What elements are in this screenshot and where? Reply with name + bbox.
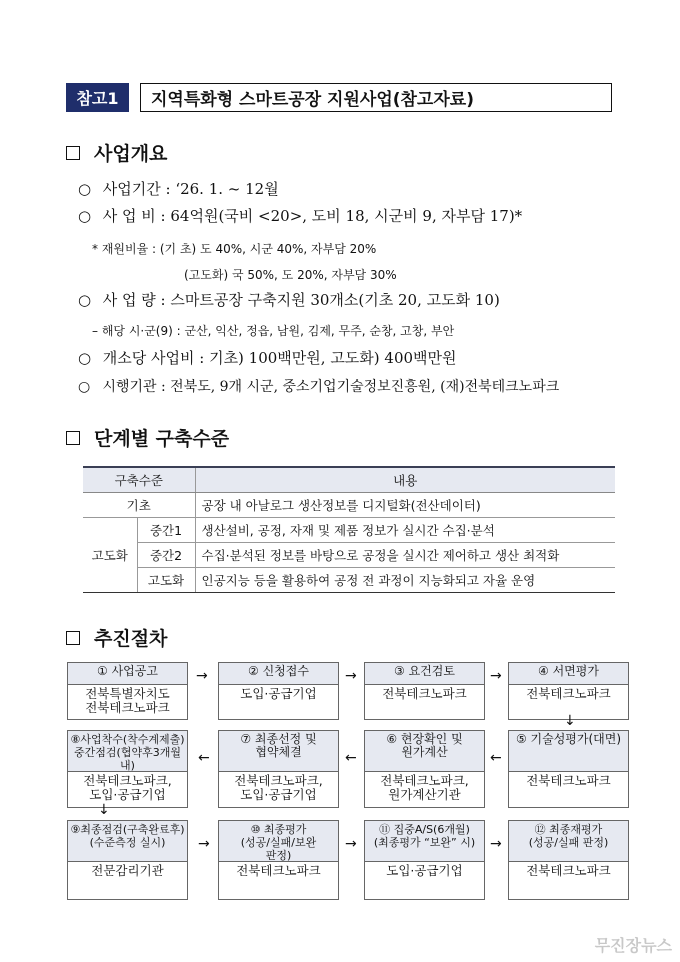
step-box — [67, 730, 188, 808]
bullet-per-site: ○ 개소당 사업비 : 기초) 100백만원, 고도화) 400백만원 — [78, 349, 457, 367]
step-title: ⑫ 최종재평가 (성공/실패 판정) — [509, 821, 628, 862]
level-label: 중간2 — [137, 543, 195, 568]
checkbox-square-icon — [66, 431, 80, 445]
table-row — [83, 493, 615, 518]
arrow-right-icon: → — [490, 668, 502, 684]
section-overview — [66, 139, 167, 166]
checkbox-square-icon — [66, 146, 80, 160]
level-label: 기초 — [83, 493, 195, 518]
step-title: ⑥ 현장확인 및 원가계산 — [365, 731, 484, 772]
section-levels — [66, 424, 229, 451]
step-title: ⑪ 집중A/S(6개월) (최종평가 “보완” 시) — [365, 821, 484, 862]
step-box — [218, 662, 339, 720]
advanced-group-label: 고도화 — [83, 518, 137, 593]
step-box — [364, 820, 485, 900]
level-table — [83, 466, 615, 593]
step-box — [508, 730, 629, 808]
arrow-left-icon: ← — [490, 750, 502, 766]
level-label: 중간1 — [137, 518, 195, 543]
reference-badge: 참고1 — [66, 83, 129, 112]
level-desc: 인공지능 등을 활용하여 공정 전 과정이 지능화되고 자율 운영 — [195, 568, 615, 593]
step-title: ② 신청접수 — [219, 663, 338, 685]
step-box — [67, 662, 188, 720]
table-header-row — [83, 467, 615, 493]
table-row — [83, 543, 615, 568]
step-body: 전문감리기관 — [91, 863, 164, 878]
step-box — [508, 662, 629, 720]
step-title: ⑦ 최종선정 및 협약체결 — [219, 731, 338, 772]
section-title: 단계별 구축수준 — [94, 428, 230, 450]
table-header: 내용 — [195, 467, 615, 493]
step-body: 전북테크노파크, 원가계산기관 — [380, 773, 469, 802]
step-title: ⑧사업착수(착수계제출) 중간점검(협약후3개월내) — [68, 731, 187, 772]
bullet-period: ○ 사업기간 : ‘26. 1. ~ 12월 — [78, 180, 279, 198]
volume-text: 사 업 량 : 스마트공장 구축지원 30개소(기초 20, 고도화 10) — [102, 291, 500, 309]
arrow-right-icon: → — [198, 836, 210, 852]
step-body: 전북특별자치도 전북테크노파크 — [85, 686, 170, 715]
arrow-left-icon: ← — [198, 750, 210, 766]
bullet-budget: ○ 사 업 비 : 64억원(국비 <20>, 도비 18, 시군비 9, 자부담 17)* — [78, 207, 523, 225]
page-title — [140, 83, 612, 112]
step-body: 전북테크노파크, 도입·공급기업 — [83, 773, 172, 802]
step-box — [218, 730, 339, 808]
section-process — [66, 624, 167, 651]
arrow-down-icon: ↓ — [564, 713, 576, 729]
step-box — [364, 662, 485, 720]
table-row — [83, 518, 615, 543]
table-header: 구축수준 — [83, 467, 195, 493]
level-desc: 생산설비, 공정, 자재 및 제품 정보가 실시간 수집·분석 — [195, 518, 615, 543]
step-body: 전북테크노파크 — [236, 863, 321, 878]
arrow-right-icon: → — [345, 668, 357, 684]
table-row — [83, 568, 615, 593]
step-title: ④ 서면평가 — [509, 663, 628, 685]
bullet-agency: ○ 시행기관 : 전북도, 9개 시군, 중소기업기술정보진흥원, (재)전북테크노파크 — [78, 379, 560, 395]
watermark-logo: 무진장뉴스 — [594, 936, 672, 955]
level-desc: 수집·분석된 정보를 바탕으로 공정을 실시간 제어하고 생산 최적화 — [195, 543, 615, 568]
step-body: 전북테크노파크 — [382, 686, 467, 701]
ratio-note-1: * 재원비율 : (기 초) 도 40%, 시군 40%, 자부담 20% — [92, 242, 377, 256]
step-box — [508, 820, 629, 900]
step-body: 전북테크노파크 — [526, 686, 611, 701]
period-text: 사업기간 : ‘26. 1. ~ 12월 — [102, 180, 279, 198]
arrow-right-icon: → — [490, 836, 502, 852]
cities-note: – 해당 시·군(9) : 군산, 익산, 정읍, 남원, 김제, 무주, 순창, 고창, 부안 — [92, 324, 455, 338]
level-label: 고도화 — [137, 568, 195, 593]
ratio-note-2: (고도화) 국 50%, 도 20%, 자부담 30% — [184, 268, 397, 282]
agency-text: 시행기관 : 전북도, 9개 시군, 중소기업기술정보진흥원, (재)전북테크노파크 — [102, 379, 560, 395]
step-title: ⑩ 최종평가 (성공/실패/보완 판정) — [219, 821, 338, 862]
step-title: ① 사업공고 — [68, 663, 187, 685]
step-box — [67, 820, 188, 900]
page-title-text: 지역특화형 스마트공장 지원사업(참고자료) — [151, 90, 474, 110]
budget-text: 사 업 비 : 64억원(국비 <20>, 도비 18, 시군비 9, 자부담 17)* — [102, 207, 523, 225]
level-desc: 공장 내 아날로그 생산정보를 디지털화(전산데이터) — [195, 493, 615, 518]
checkbox-square-icon — [66, 631, 80, 645]
step-body: 전북테크노파크 — [526, 773, 611, 788]
step-title: ③ 요건검토 — [365, 663, 484, 685]
per-site-text: 개소당 사업비 : 기초) 100백만원, 고도화) 400백만원 — [102, 349, 457, 367]
step-body: 도입·공급기업 — [240, 686, 317, 701]
step-body: 도입·공급기업 — [386, 863, 463, 878]
step-title: ⑨최종점검(구축완료후) (수준측정 실시) — [68, 821, 187, 862]
section-title: 사업개요 — [94, 143, 168, 165]
step-body: 전북테크노파크 — [526, 863, 611, 878]
step-title: ⑤ 기술성평가(대면) — [509, 731, 628, 772]
arrow-right-icon: → — [345, 836, 357, 852]
step-body: 전북테크노파크, 도입·공급기업 — [234, 773, 323, 802]
arrow-right-icon: → — [196, 668, 208, 684]
arrow-down-icon: ↓ — [98, 802, 110, 818]
section-title: 추진절차 — [94, 628, 168, 650]
step-box — [364, 730, 485, 808]
arrow-left-icon: ← — [345, 750, 357, 766]
step-box — [218, 820, 339, 900]
bullet-volume: ○ 사 업 량 : 스마트공장 구축지원 30개소(기초 20, 고도화 10) — [78, 291, 500, 309]
